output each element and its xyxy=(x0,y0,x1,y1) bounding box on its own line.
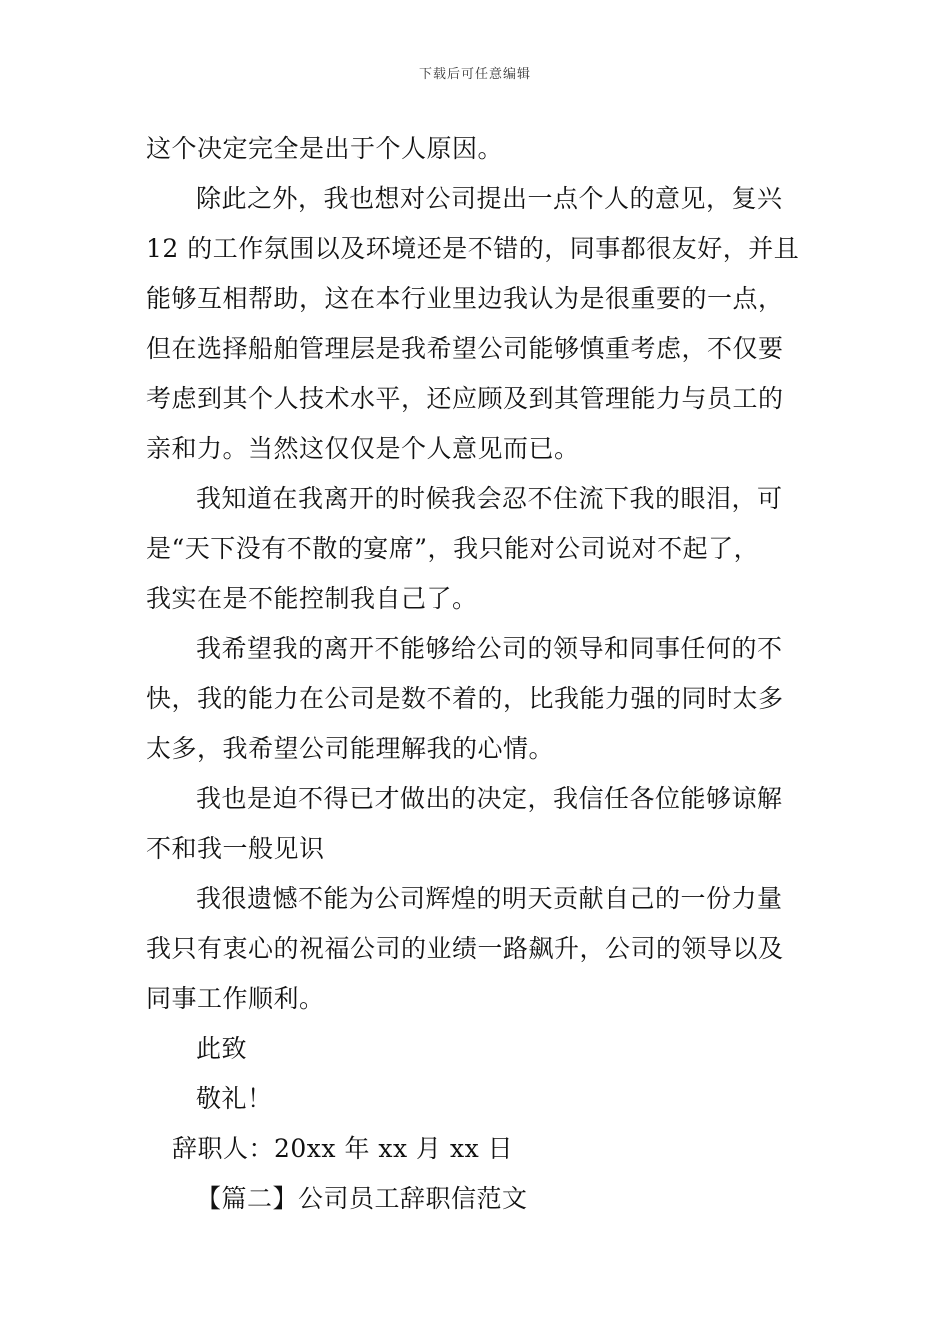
paragraph-start: 我也是迫不得已才做出的决定，我信任各位能够谅解 xyxy=(196,784,783,813)
body-line: 快，我的能力在公司是数不着的，比我能力强的同时太多 xyxy=(146,684,784,713)
body-line: 不和我一般见识 xyxy=(146,834,325,863)
body-line: 考虑到其个人技术水平，还应顾及到其管理能力与员工的 xyxy=(146,384,784,413)
body-line: 是“天下没有不散的宴席”，我只能对公司说对不起了， xyxy=(146,534,760,563)
body-line: 这个决定完全是出于个人原因。 xyxy=(146,134,504,163)
section-title: 【篇二】公司员工辞职信范文 xyxy=(196,1184,528,1213)
body-line: 同事工作顺利。 xyxy=(146,984,325,1013)
paragraph-start: 除此之外，我也想对公司提出一点个人的意见，复兴 xyxy=(196,184,783,213)
paragraph-start: 我很遗憾不能为公司辉煌的明天贡献自己的一份力量 xyxy=(196,884,783,913)
closing-regards: 敬礼！ xyxy=(196,1084,273,1113)
body-line: 我只有衷心的祝福公司的业绩一路飙升，公司的领导以及 xyxy=(146,934,784,963)
header-note: 下载后可任意编辑 xyxy=(418,67,531,82)
body-line: 太多，我希望公司能理解我的心情。 xyxy=(146,734,555,763)
paragraph-start: 我希望我的离开不能够给公司的领导和同事任何的不 xyxy=(196,634,783,663)
paragraph-start: 我知道在我离开的时候我会忍不住流下我的眼泪，可 xyxy=(196,484,783,513)
body-line: 能够互相帮助，这在本行业里边我认为是很重要的一点， xyxy=(146,284,784,313)
signature-line: 辞职人：20xx 年 xx 月 xx 日 xyxy=(172,1134,514,1163)
closing-salutation: 此致 xyxy=(196,1034,248,1063)
body-line: 但在选择船舶管理层是我希望公司能够慎重考虑，不仅要 xyxy=(146,334,784,363)
body-line: 12 的工作氛围以及环境还是不错的，同事都很友好，并且 xyxy=(146,234,800,263)
body-line: 我实在是不能控制我自己了。 xyxy=(146,584,478,613)
body-line: 亲和力。当然这仅仅是个人意见而已。 xyxy=(146,434,580,463)
